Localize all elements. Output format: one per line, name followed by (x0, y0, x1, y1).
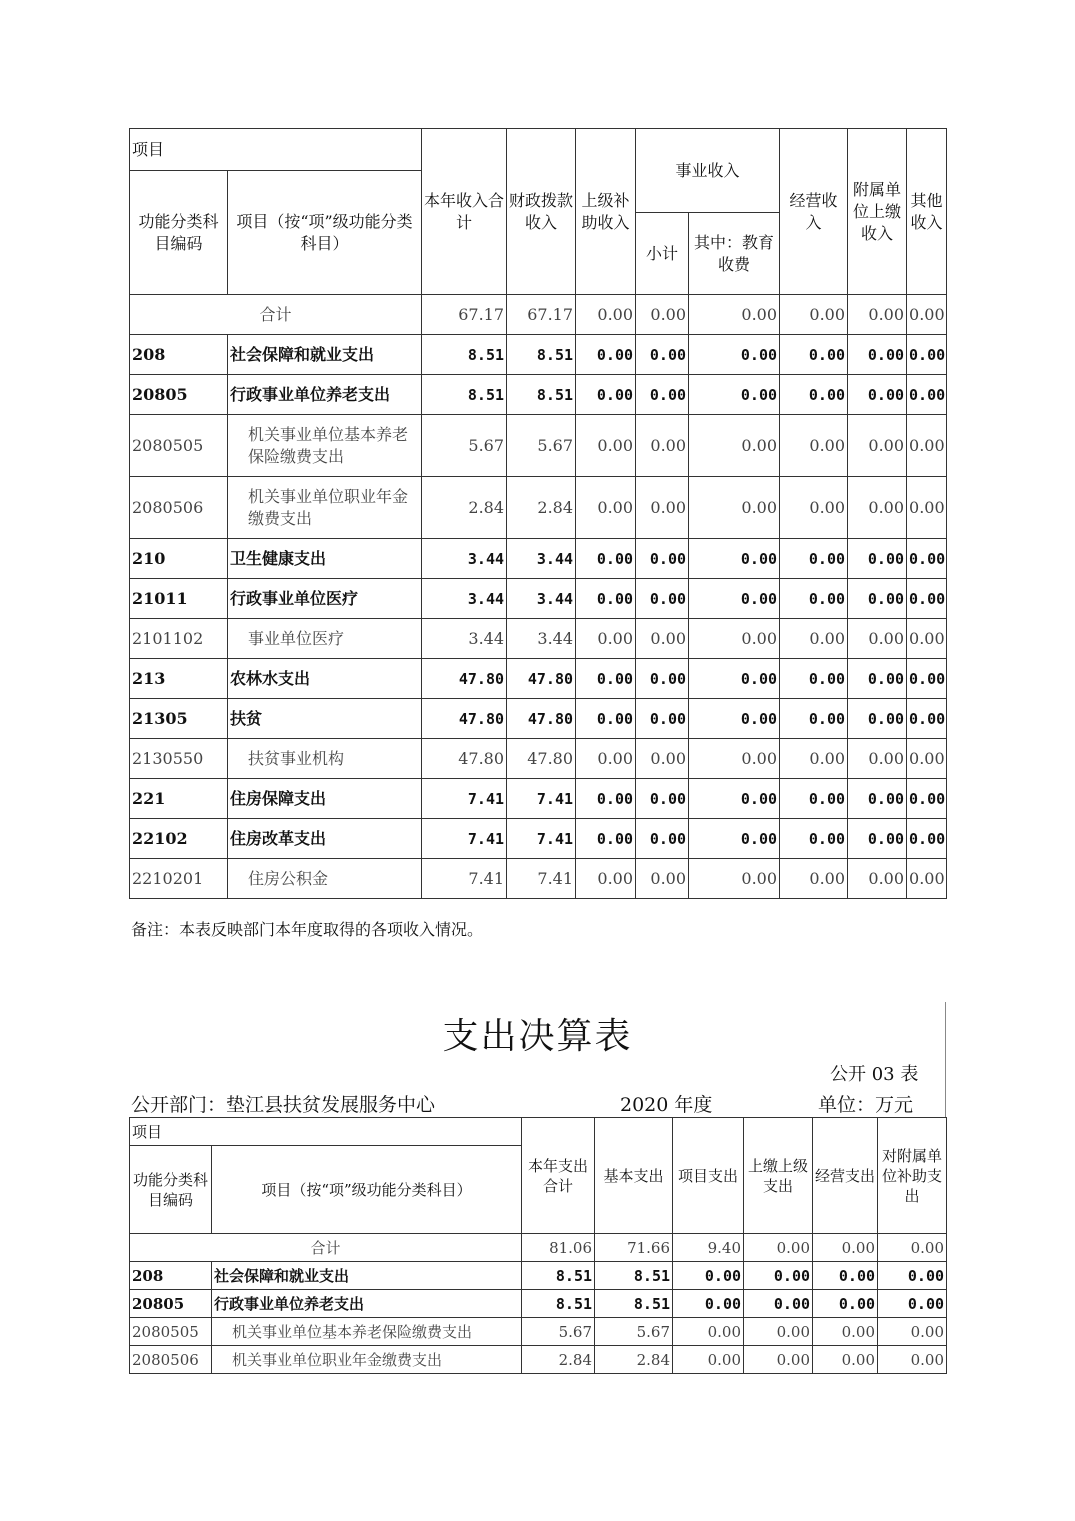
header-upper: 上级补助收入 (576, 129, 636, 295)
row-value: 0.00 (848, 859, 907, 899)
row-value: 0.00 (848, 539, 907, 579)
row-value: 0.00 (780, 335, 848, 375)
row-value: 0.00 (848, 619, 907, 659)
row-value: 0.00 (907, 335, 947, 375)
row-value: 5.67 (507, 415, 576, 477)
table-row (130, 1318, 947, 1346)
row-value: 0.00 (907, 477, 947, 539)
table-row (130, 579, 947, 619)
row-value: 0.00 (636, 739, 689, 779)
row-name: 机关事业单位基本养老保险缴费支出 (212, 1318, 522, 1346)
row-code: 22102 (130, 819, 228, 859)
row-value: 47.80 (507, 739, 576, 779)
total-value: 0.00 (744, 1234, 813, 1262)
header-fiscal: 财政拨款收入 (507, 129, 576, 295)
header-operating: 经营收入 (780, 129, 848, 295)
row-value: 0.00 (878, 1262, 947, 1290)
row-value: 7.41 (422, 779, 507, 819)
row-code: 2080505 (130, 415, 228, 477)
row-value: 0.00 (689, 415, 780, 477)
row-value: 0.00 (848, 819, 907, 859)
total-value: 0.00 (689, 295, 780, 335)
row-value: 0.00 (878, 1346, 947, 1374)
expense-table-body (130, 1234, 947, 1374)
row-value: 8.51 (595, 1262, 673, 1290)
row-value: 0.00 (744, 1290, 813, 1318)
row-value: 0.00 (576, 779, 636, 819)
row-name: 扶贫事业机构 (228, 739, 422, 779)
row-value: 0.00 (780, 579, 848, 619)
row-name: 农林水支出 (228, 659, 422, 699)
row-name: 机关事业单位职业年金缴费支出 (212, 1346, 522, 1374)
row-value: 0.00 (813, 1346, 878, 1374)
row-value: 0.00 (907, 859, 947, 899)
row-value: 0.00 (636, 415, 689, 477)
row-name: 住房公积金 (228, 859, 422, 899)
header-other: 其他收入 (907, 129, 947, 295)
row-value: 8.51 (507, 375, 576, 415)
table-row (130, 819, 947, 859)
row-value: 5.67 (422, 415, 507, 477)
row-value: 3.44 (422, 579, 507, 619)
total-value: 81.06 (522, 1234, 595, 1262)
header-item-name: 项目（按“项”级功能分类科目） (228, 171, 422, 295)
row-value: 0.00 (673, 1290, 744, 1318)
row-value: 0.00 (907, 579, 947, 619)
total-value: 9.40 (673, 1234, 744, 1262)
row-value: 0.00 (689, 539, 780, 579)
page-title: 支出决算表 (442, 1016, 633, 1057)
row-value: 0.00 (576, 579, 636, 619)
row-code: 2130550 (130, 739, 228, 779)
row-value: 7.41 (507, 859, 576, 899)
sheet-number: 公开 03 表 (830, 1064, 919, 1085)
table-row (130, 659, 947, 699)
total-value: 0.00 (780, 295, 848, 335)
row-name: 行政事业单位养老支出 (212, 1290, 522, 1318)
row-value: 0.00 (848, 699, 907, 739)
row-value: 0.00 (576, 739, 636, 779)
row-value: 0.00 (907, 739, 947, 779)
row-code: 21011 (130, 579, 228, 619)
row-value: 8.51 (422, 375, 507, 415)
row-value: 47.80 (507, 699, 576, 739)
row-name: 扶贫 (228, 699, 422, 739)
row-value: 0.00 (636, 477, 689, 539)
total-row (130, 1234, 947, 1262)
row-name: 机关事业单位基本养老保险缴费支出 (228, 415, 422, 477)
header-total: 本年收入合计 (422, 129, 507, 295)
row-value: 0.00 (848, 477, 907, 539)
row-value: 0.00 (689, 779, 780, 819)
row-value: 0.00 (689, 739, 780, 779)
header-subtotal: 小计 (636, 213, 689, 295)
row-name: 机关事业单位职业年金缴费支出 (228, 477, 422, 539)
row-value: 0.00 (636, 859, 689, 899)
total-value: 67.17 (507, 295, 576, 335)
table-row (130, 1290, 947, 1318)
total-value: 0.00 (576, 295, 636, 335)
row-value: 0.00 (689, 619, 780, 659)
exp-header-operating: 经营支出 (813, 1118, 878, 1234)
header-affiliated: 附属单位上缴收入 (848, 129, 907, 295)
table-row (130, 779, 947, 819)
row-value: 7.41 (507, 819, 576, 859)
row-value: 8.51 (522, 1290, 595, 1318)
row-value: 0.00 (780, 415, 848, 477)
row-value: 0.00 (689, 699, 780, 739)
department-label: 公开部门：垫江县扶贫发展服务中心 (131, 1094, 436, 1116)
row-value: 0.00 (636, 619, 689, 659)
row-code: 2080506 (130, 1346, 212, 1374)
total-value: 0.00 (636, 295, 689, 335)
row-value: 0.00 (576, 539, 636, 579)
row-value: 0.00 (744, 1262, 813, 1290)
row-value: 0.00 (848, 579, 907, 619)
row-value: 7.41 (507, 779, 576, 819)
row-value: 0.00 (780, 477, 848, 539)
row-name: 事业单位医疗 (228, 619, 422, 659)
row-name: 社会保障和就业支出 (212, 1262, 522, 1290)
row-name: 行政事业单位养老支出 (228, 375, 422, 415)
row-value: 0.00 (576, 859, 636, 899)
row-value: 0.00 (636, 779, 689, 819)
row-code: 208 (130, 335, 228, 375)
row-value: 0.00 (576, 335, 636, 375)
row-value: 0.00 (907, 375, 947, 415)
table-row (130, 739, 947, 779)
row-value: 0.00 (907, 699, 947, 739)
row-value: 0.00 (813, 1262, 878, 1290)
exp-header-project-exp: 项目支出 (673, 1118, 744, 1234)
table-row (130, 1346, 947, 1374)
row-value: 0.00 (780, 375, 848, 415)
row-value: 0.00 (907, 415, 947, 477)
table-row (130, 539, 947, 579)
row-code: 20805 (130, 375, 228, 415)
row-value: 0.00 (689, 819, 780, 859)
row-value: 7.41 (422, 819, 507, 859)
row-value: 0.00 (780, 659, 848, 699)
row-value: 0.00 (878, 1290, 947, 1318)
row-value: 0.00 (907, 819, 947, 859)
row-value: 0.00 (689, 477, 780, 539)
row-value: 0.00 (689, 579, 780, 619)
total-row (130, 295, 947, 335)
row-value: 2.84 (422, 477, 507, 539)
row-value: 7.41 (422, 859, 507, 899)
row-value: 3.44 (507, 539, 576, 579)
row-value: 0.00 (744, 1318, 813, 1346)
total-label: 合计 (130, 1234, 522, 1262)
income-note: 备注：本表反映部门本年度取得的各项收入情况。 (131, 920, 484, 939)
income-table-body (130, 295, 947, 899)
income-table (129, 128, 947, 899)
total-value: 0.00 (848, 295, 907, 335)
total-value: 67.17 (422, 295, 507, 335)
table-row (130, 415, 947, 477)
exp-header-func-code: 功能分类科目编码 (130, 1146, 212, 1234)
row-value: 0.00 (848, 779, 907, 819)
header-business: 事业收入 (636, 129, 780, 213)
row-code: 21305 (130, 699, 228, 739)
row-value: 47.80 (422, 659, 507, 699)
row-value: 47.80 (422, 739, 507, 779)
row-value: 0.00 (780, 819, 848, 859)
row-value: 0.00 (780, 859, 848, 899)
row-name: 社会保障和就业支出 (228, 335, 422, 375)
expense-table (129, 1117, 947, 1374)
row-value: 2.84 (507, 477, 576, 539)
row-value: 0.00 (673, 1262, 744, 1290)
row-value: 0.00 (848, 335, 907, 375)
row-value: 8.51 (595, 1290, 673, 1318)
row-value: 0.00 (780, 699, 848, 739)
total-value: 0.00 (878, 1234, 947, 1262)
total-value: 71.66 (595, 1234, 673, 1262)
row-value: 5.67 (522, 1318, 595, 1346)
row-value: 0.00 (813, 1318, 878, 1346)
row-code: 210 (130, 539, 228, 579)
row-value: 3.44 (507, 619, 576, 659)
row-value: 0.00 (689, 375, 780, 415)
year-label: 2020 年度 (620, 1094, 713, 1116)
row-code: 221 (130, 779, 228, 819)
row-value: 0.00 (813, 1290, 878, 1318)
row-value: 0.00 (907, 659, 947, 699)
row-value: 0.00 (907, 619, 947, 659)
exp-header-basic: 基本支出 (595, 1118, 673, 1234)
row-value: 0.00 (780, 619, 848, 659)
row-value: 0.00 (576, 659, 636, 699)
header-edu: 其中：教育收费 (689, 213, 780, 295)
row-value: 0.00 (689, 659, 780, 699)
table-row (130, 335, 947, 375)
row-name: 住房保障支出 (228, 779, 422, 819)
row-value: 0.00 (673, 1318, 744, 1346)
table-row (130, 619, 947, 659)
row-code: 2080506 (130, 477, 228, 539)
row-value: 0.00 (673, 1346, 744, 1374)
row-value: 8.51 (422, 335, 507, 375)
total-value: 0.00 (907, 295, 947, 335)
row-code: 2210201 (130, 859, 228, 899)
row-value: 0.00 (848, 739, 907, 779)
row-value: 5.67 (595, 1318, 673, 1346)
row-value: 0.00 (636, 375, 689, 415)
row-code: 213 (130, 659, 228, 699)
row-name: 卫生健康支出 (228, 539, 422, 579)
row-value: 47.80 (507, 659, 576, 699)
row-value: 0.00 (636, 335, 689, 375)
row-value: 0.00 (576, 415, 636, 477)
exp-header-item-name: 项目（按“项”级功能分类科目） (212, 1146, 522, 1234)
row-value: 47.80 (422, 699, 507, 739)
row-value: 0.00 (576, 699, 636, 739)
row-code: 2101102 (130, 619, 228, 659)
row-code: 2080505 (130, 1318, 212, 1346)
exp-header-pay-upper: 上缴上级支出 (744, 1118, 813, 1234)
row-name: 行政事业单位医疗 (228, 579, 422, 619)
table-row (130, 375, 947, 415)
row-value: 0.00 (848, 375, 907, 415)
row-value: 0.00 (689, 859, 780, 899)
row-value: 0.00 (878, 1318, 947, 1346)
row-value: 0.00 (780, 779, 848, 819)
row-code: 208 (130, 1262, 212, 1290)
row-value: 0.00 (907, 539, 947, 579)
row-value: 0.00 (780, 739, 848, 779)
row-value: 0.00 (576, 819, 636, 859)
row-value: 0.00 (744, 1346, 813, 1374)
row-value: 0.00 (636, 819, 689, 859)
total-value: 0.00 (813, 1234, 878, 1262)
row-value: 3.44 (422, 539, 507, 579)
row-value: 0.00 (848, 659, 907, 699)
row-value: 0.00 (576, 375, 636, 415)
row-value: 0.00 (636, 539, 689, 579)
row-value: 0.00 (907, 779, 947, 819)
exp-header-total: 本年支出合计 (522, 1118, 595, 1234)
exp-header-project: 项目 (130, 1118, 522, 1146)
row-value: 8.51 (522, 1262, 595, 1290)
unit-label: 单位：万元 (818, 1094, 914, 1116)
row-value: 0.00 (636, 699, 689, 739)
row-value: 8.51 (507, 335, 576, 375)
header-func-code: 功能分类科目编码 (130, 171, 228, 295)
row-value: 3.44 (422, 619, 507, 659)
table-row (130, 1262, 947, 1290)
row-value: 0.00 (636, 579, 689, 619)
total-label: 合计 (130, 295, 422, 335)
row-value: 2.84 (595, 1346, 673, 1374)
table-row (130, 477, 947, 539)
row-value: 0.00 (689, 335, 780, 375)
row-value: 0.00 (848, 415, 907, 477)
row-value: 0.00 (576, 619, 636, 659)
row-code: 20805 (130, 1290, 212, 1318)
table-row (130, 699, 947, 739)
row-value: 3.44 (507, 579, 576, 619)
row-value: 0.00 (576, 477, 636, 539)
row-value: 0.00 (636, 659, 689, 699)
row-value: 2.84 (522, 1346, 595, 1374)
row-name: 住房改革支出 (228, 819, 422, 859)
exp-header-subsidy: 对附属单位补助支出 (878, 1118, 947, 1234)
table-row (130, 859, 947, 899)
header-project: 项目 (130, 129, 422, 171)
row-value: 0.00 (780, 539, 848, 579)
